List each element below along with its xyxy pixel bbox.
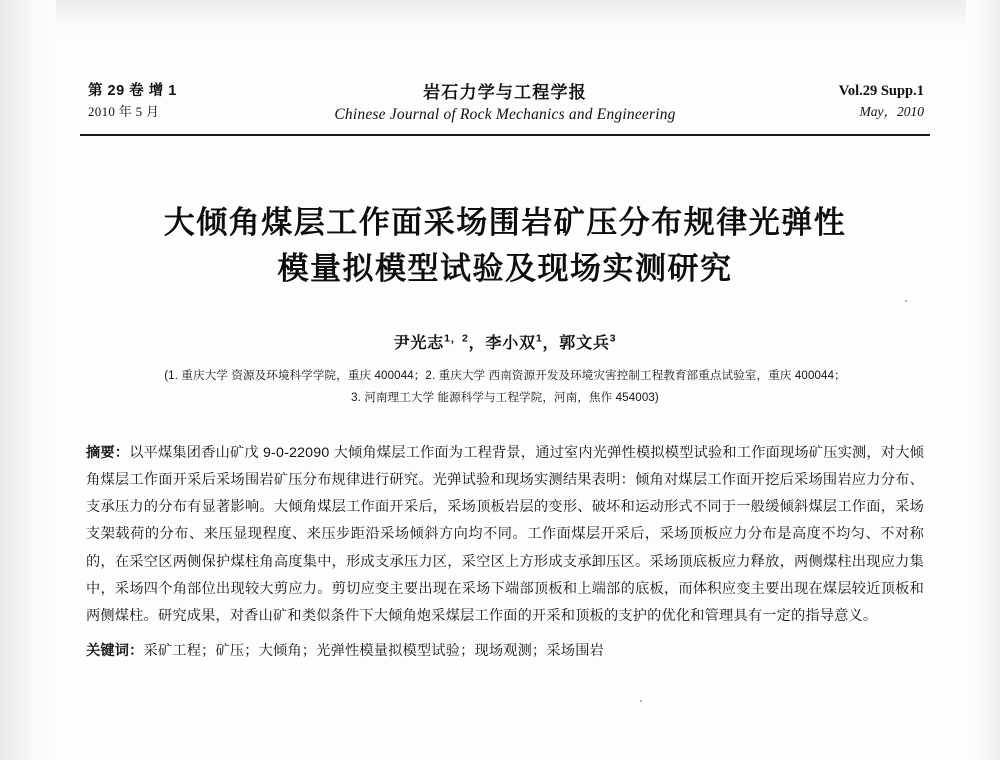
abstract-paragraph — [80, 440, 930, 631]
article-title — [80, 200, 930, 292]
abstract-text: 以平煤集团香山矿戊 9‑0‑22090 大倾角煤层工作面为工程背景，通过室内光弹性模拟模型试验和工作面现场矿压实测，对大倾角煤层工作面开采后采场围岩矿压分布规律进行研究。光弹试验和现场实测结果表明：倾角对煤层工作面开挖后采场围岩应力分布、支承压力的分布有显著影响。大倾角煤层工作面开采后，采场顶板岩层的变形、破坏和运动形式不同于一般缓倾斜煤层工作面，采场支架载荷的分布、来压显现程度、来压步距沿采场倾斜方向均不同。工作面煤层开采后，采场顶板应力分布是高度不均匀、不对称的，在采空区两侧保护煤柱角高度集中，形成支承压力区，采空区上方形成支承卸压区。采场顶底板应力释放，两侧煤柱出现应力集中，采场四个角部位出现较大剪应力。剪切应变主要出现在采场下端部顶板和上端部的底板，而体积应变主要出现在煤层较近顶板和两侧煤柱。研究成果，对香山矿和类似条件下大倾角炮采煤层工作面的开采和顶板的支护的优化和管理具有一定的指导意义。 — [86, 444, 924, 625]
author-name-2: ，李小双 — [468, 334, 536, 352]
running-head — [80, 78, 930, 132]
author-name-3: ，郭文兵 — [542, 334, 610, 352]
scan-speck — [640, 700, 642, 702]
journal-title-en: Chinese Journal of Rock Mechanics and Engineering — [334, 106, 676, 123]
running-head-right — [839, 80, 924, 123]
scan-shadow-left — [0, 0, 56, 760]
abstract-label: 摘要： — [86, 444, 130, 461]
journal-date-cn: 2010 年 5 月 — [88, 104, 160, 120]
scan-shadow-top — [0, 0, 1000, 40]
running-head-center — [80, 78, 930, 124]
keywords-text: 采矿工程；矿压；大倾角；光弹性模量拟模型试验；现场观测；采场围岩 — [143, 643, 604, 660]
article-title-line-1: 大倾角煤层工作面采场围岩矿压分布规律光弹性 — [163, 205, 847, 240]
affiliation-line-1: (1. 重庆大学 资源及环境科学学院，重庆 400044；2. 重庆大学 西南资源开发及环境灾害控制工程教育部重点试验室，重庆 400044； — [164, 369, 846, 382]
keywords-label: 关键词： — [86, 643, 144, 660]
page-content — [80, 78, 930, 681]
author-affil-marker-2: 1 — [535, 332, 543, 345]
journal-volume-en: Vol.29 Supp.1 — [838, 83, 924, 99]
scan-shadow-right — [966, 0, 1000, 760]
journal-title-cn: 岩石力学与工程学报 — [423, 83, 587, 102]
journal-volume-cn: 第 29 卷 增 1 — [88, 83, 177, 99]
author-affil-marker-3: 3 — [609, 332, 617, 345]
author-list — [80, 330, 930, 353]
header-rule — [80, 134, 930, 136]
keywords-paragraph — [80, 638, 930, 665]
journal-date-en: May，2010 — [859, 104, 924, 120]
author-name-1: 尹光志 — [393, 334, 445, 352]
author-affil-marker-1: 1，2 — [444, 332, 469, 345]
affiliations — [80, 365, 930, 410]
affiliation-line-2: 3. 河南理工大学 能源科学与工程学院，河南，焦作 454003) — [351, 392, 659, 405]
article-title-line-2: 模量拟模型试验及现场实测研究 — [277, 250, 733, 286]
page-bottom-cut-text — [80, 671, 930, 681]
